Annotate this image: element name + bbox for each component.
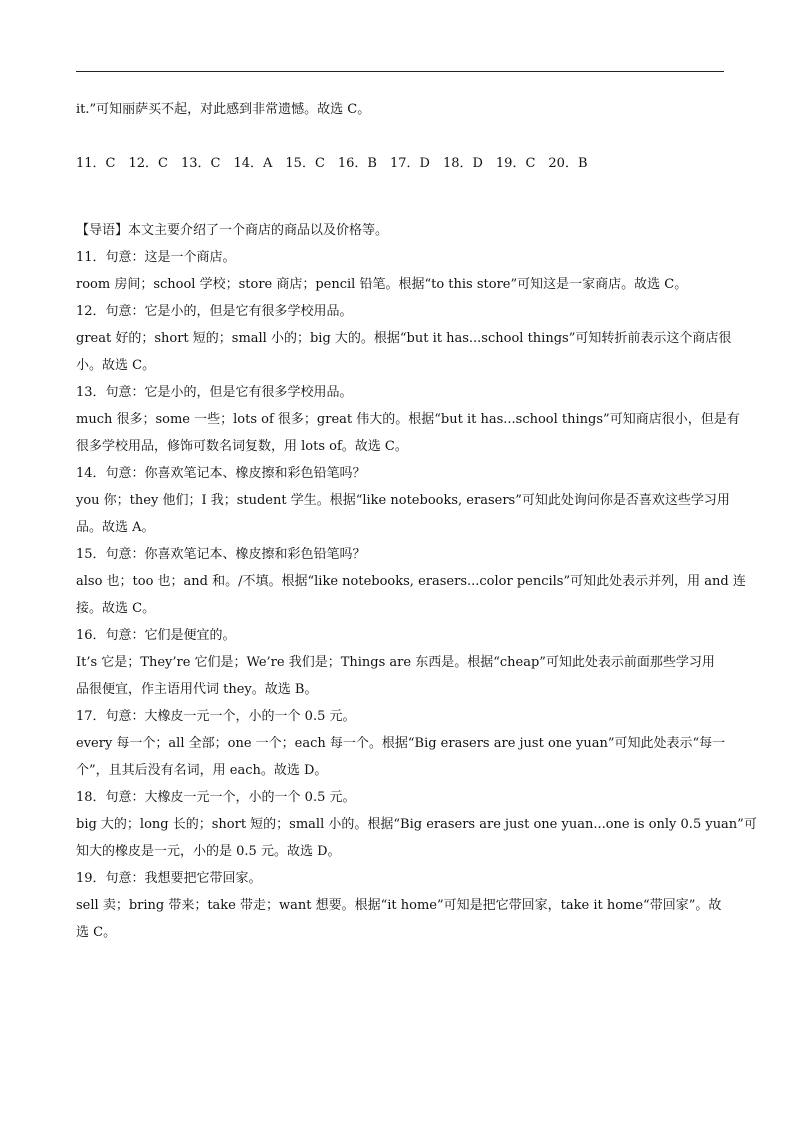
intro-line: 【导语】本文主要介绍了一个商店的商品以及价格等。 [76,223,389,238]
explanation-line: 知大的橡皮是一元，小的是 0.5 元。故选 D。 [76,844,341,859]
explanation-line: sell 卖；bring 带来；take 带走；want 想要。根据“it home”可知是把它带回家，take it home“带回家”。故 [76,898,722,913]
question-heading: 19．句意：我想要把它带回家。 [76,871,262,886]
explanation-line: great 好的；short 短的；small 小的；big 大的。根据“but it has...school things”可知转折前表示这个商店很 [76,331,732,346]
explanation-line: you 你；they 他们；I 我；student 学生。根据“like notebooks, erasers”可知此处询问你是否喜欢这些学习用 [76,493,730,508]
question-heading: 15．句意：你喜欢笔记本、橡皮擦和彩色铅笔吗？ [76,547,366,562]
blank-line [76,177,724,204]
question-heading: 18．句意：大橡皮一元一个，小的一个 0.5 元。 [76,790,356,805]
document-body [76,96,757,946]
paragraph-line: it.”可知丽萨买不起，对此感到非常遗憾。故选 C。 [76,102,371,117]
explanation-line: It’s 它是；They’re 它们是；We’re 我们是；Things are 东西是。根据“cheap”可知此处表示前面那些学习用 [76,655,715,670]
explanation-line: every 每一个；all 全部；one 一个；each 每一个。根据“Big erasers are just one yuan”可知此处表示“每一 [76,736,726,751]
question-heading: 13．句意：它是小的，但是它有很多学校用品。 [76,385,353,400]
explanation-line: 小。故选 C。 [76,358,156,373]
explanation-line: big 大的；long 长的；short 短的；small 小的。根据“Big erasers are just one yuan...one is only 0.5 yuan”可 [76,817,757,832]
question-heading: 11．句意：这是一个商店。 [76,250,236,265]
explanation-line: 品。故选 A。 [76,520,155,535]
explanation-line: also 也；too 也；and 和。/不填。根据“like notebooks, erasers...color pencils”可知此处表示并列，用 and 连 [76,574,746,589]
explanation-line: 个”，且其后没有名词，用 each。故选 D。 [76,763,328,778]
blank-line [76,123,724,150]
question-heading: 16．句意：它们是便宜的。 [76,628,236,643]
explanation-line: 接。故选 C。 [76,601,156,616]
explanation-line: much 很多；some 一些；lots of 很多；great 伟大的。根据“but it has...school things”可知商店很小，但是有 [76,412,740,427]
explanation-line: room 房间；school 学校；store 商店；pencil 铅笔。根据“to this store”可知这是一家商店。故选 C。 [76,277,688,292]
header-rule [76,71,724,72]
answer-key: 11．C 12．C 13．C 14．A 15．C 16．B 17．D 18．D 19．C 20．B [76,156,588,171]
blank-line [76,204,724,217]
explanation-line: 选 C。 [76,925,117,940]
question-heading: 14．句意：你喜欢笔记本、橡皮擦和彩色铅笔吗？ [76,466,366,481]
explanation-line: 品很便宜，作主语用代词 they。故选 B。 [76,682,318,697]
question-heading: 12．句意：它是小的，但是它有很多学校用品。 [76,304,353,319]
explanation-line: 很多学校用品，修饰可数名词复数，用 lots of。故选 C。 [76,439,408,454]
question-heading: 17．句意：大橡皮一元一个，小的一个 0.5 元。 [76,709,356,724]
